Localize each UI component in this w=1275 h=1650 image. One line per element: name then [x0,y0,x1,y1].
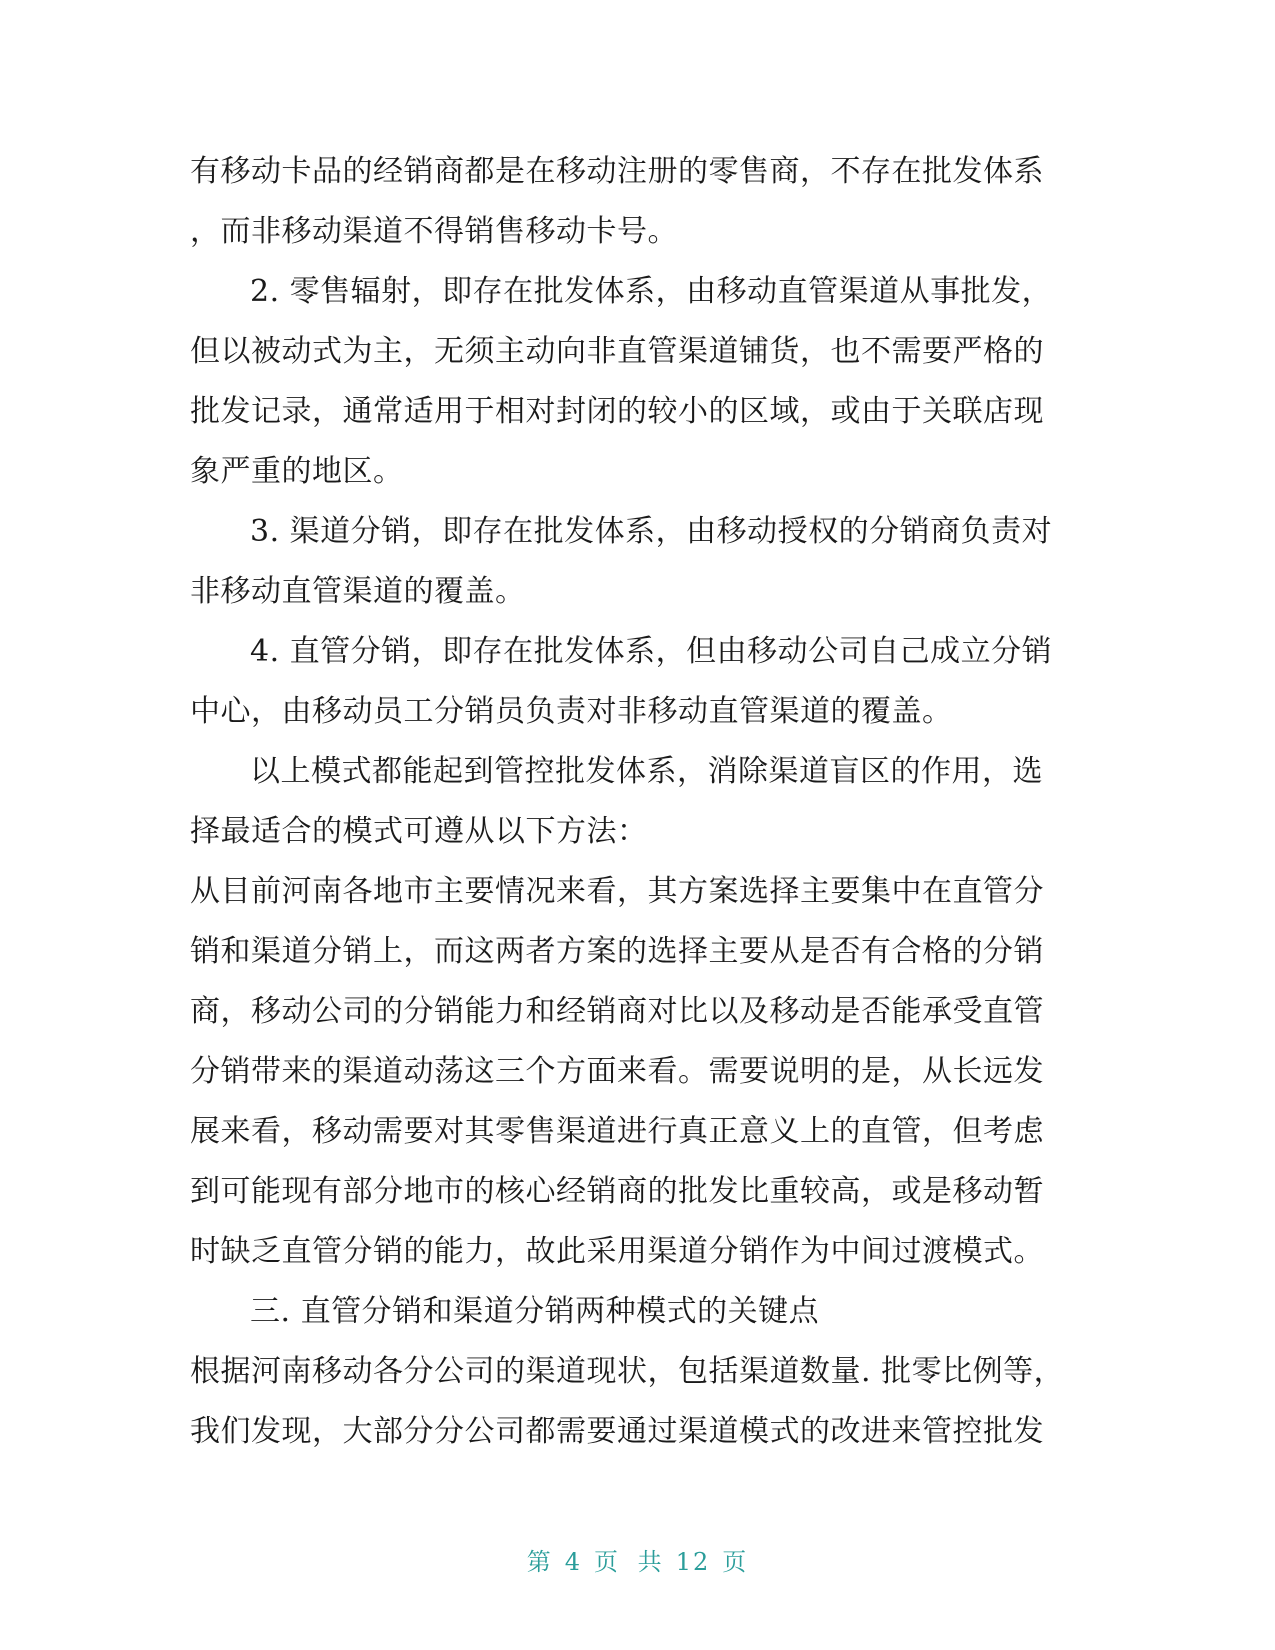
page-footer [0,1542,1275,1577]
footer-suffix: 页 [722,1548,749,1576]
text-line: 3. 渠道分销，即存在批发体系，由移动授权的分销商负责对 [250,514,1053,549]
text-line: 展来看，移动需要对其零售渠道进行真正意义上的直管，但考虑 [190,1114,1044,1149]
text-line: 我们发现，大部分分公司都需要通过渠道模式的改进来管控批发 [190,1414,1044,1449]
text-line: 中心，由移动员工分销员负责对非移动直管渠道的覆盖。 [190,694,953,729]
text-line: 4. 直管分销，即存在批发体系，但由移动公司自己成立分销 [250,634,1053,669]
text-line: 到可能现有部分地市的核心经销商的批发比重较高，或是移动暂 [190,1174,1044,1209]
text-line: 批发记录，通常适用于相对封闭的较小的区域，或由于关联店现 [190,394,1044,429]
footer-middle: 页 共 [594,1548,664,1576]
section-heading: 三. 直管分销和渠道分销两种模式的关键点 [250,1294,820,1329]
text-line: 从目前河南各地市主要情况来看，其方案选择主要集中在直管分 [190,874,1044,909]
text-line: 根据河南移动各分公司的渠道现状，包括渠道数量. 批零比例等， [190,1354,1065,1389]
text-line: 2. 零售辐射，即存在批发体系，由移动直管渠道从事批发， [250,274,1053,309]
text-line: 以上模式都能起到管控批发体系，消除渠道盲区的作用，选 [250,754,1043,789]
text-line: 象严重的地区。 [190,454,404,489]
page-number: 4 [564,1548,583,1576]
text-line: 但以被动式为主，无须主动向非直管渠道铺货，也不需要严格的 [190,334,1044,369]
page-total: 12 [675,1548,711,1576]
text-line: 时缺乏直管分销的能力，故此采用渠道分销作为中间过渡模式。 [190,1234,1044,1269]
text-line: 分销带来的渠道动荡这三个方面来看。需要说明的是，从长远发 [190,1054,1044,1089]
text-line: 有移动卡品的经销商都是在移动注册的零售商，不存在批发体系 [190,154,1044,189]
text-line: 非移动直管渠道的覆盖。 [190,574,526,609]
footer-prefix: 第 [526,1548,553,1576]
text-line: 择最适合的模式可遵从以下方法： [190,814,648,849]
document-body [190,142,1070,1462]
text-line: 商，移动公司的分销能力和经销商对比以及移动是否能承受直管 [190,994,1044,1029]
text-line: ，而非移动渠道不得销售移动卡号。 [190,214,678,249]
text-line: 销和渠道分销上，而这两者方案的选择主要从是否有合格的分销 [190,934,1044,969]
